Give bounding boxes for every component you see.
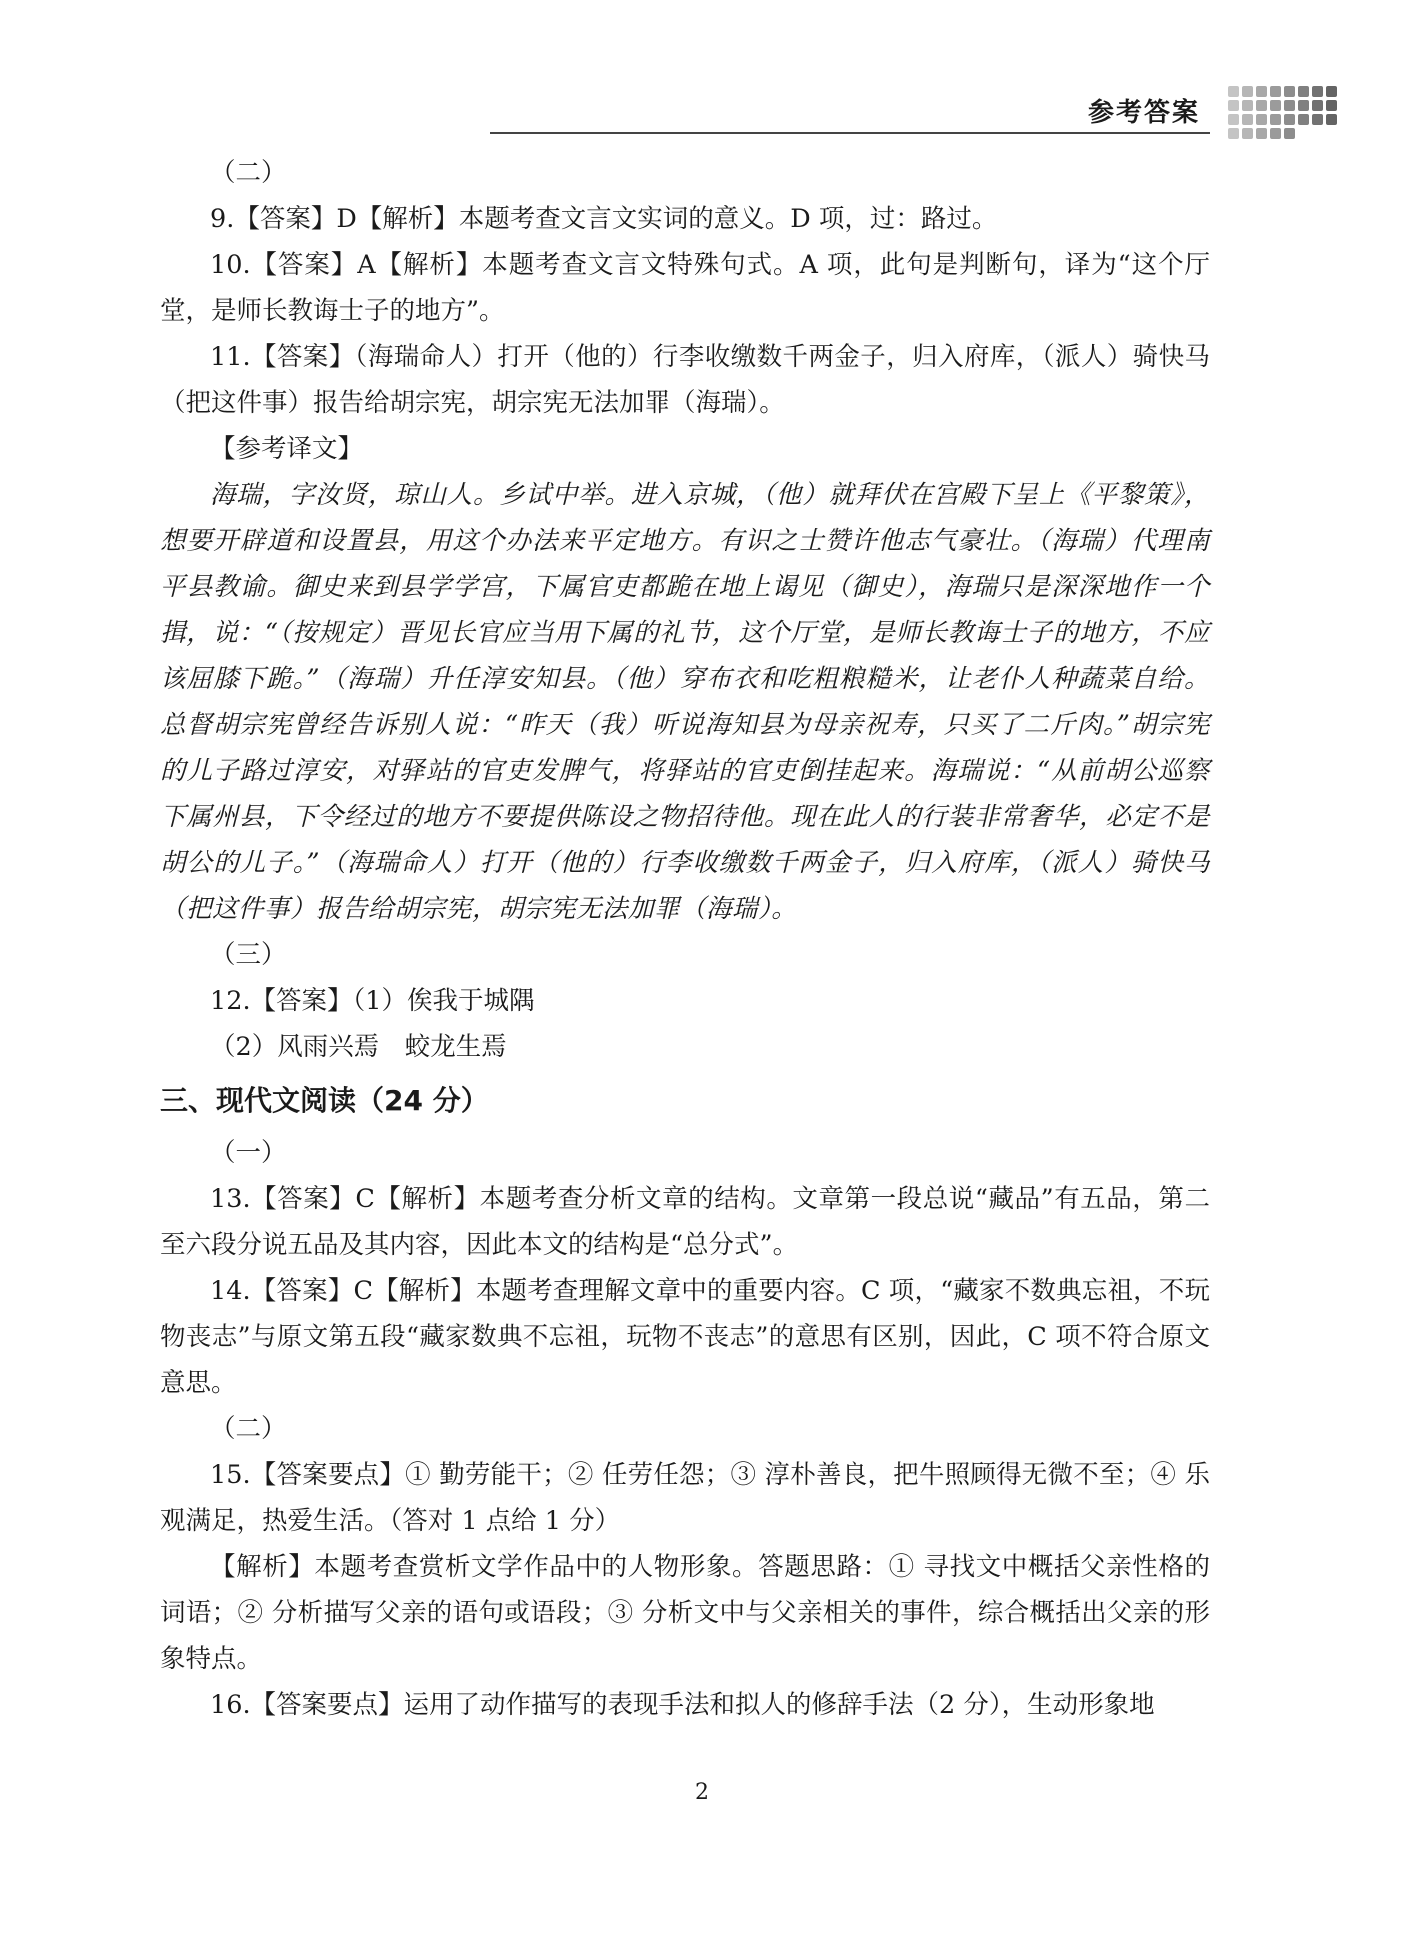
header-dot bbox=[1284, 86, 1295, 97]
header-dot bbox=[1270, 86, 1281, 97]
header-dot bbox=[1284, 100, 1295, 111]
section-label: （一） bbox=[210, 1138, 287, 1168]
answer-paragraph: 11.【答案】（海瑞命人）打开（他的）行李收缴数千两金子，归入府库，（派人）骑快马（把这件事）报告给胡宗宪，胡宗宪无法加罪（海瑞）。 bbox=[160, 342, 1210, 418]
header-dot bbox=[1298, 114, 1309, 125]
header-dot bbox=[1312, 86, 1323, 97]
section-label: 【参考译文】 bbox=[210, 434, 364, 464]
answer-paragraph: 10.【答案】A【解析】本题考查文言文特殊句式。A 项，此句是判断句，译为“这个厅堂，是师长教诲士子的地方”。 bbox=[160, 250, 1210, 326]
header-dot bbox=[1326, 86, 1337, 97]
page-number: 2 bbox=[695, 1780, 709, 1805]
section-label: （三） bbox=[210, 940, 287, 970]
header-dot bbox=[1326, 100, 1337, 111]
header-dot bbox=[1326, 114, 1337, 125]
header-dot bbox=[1228, 114, 1239, 125]
section-label: （2）风雨兴焉 蛟龙生焉 bbox=[210, 1032, 507, 1062]
answer-content bbox=[160, 150, 1210, 1728]
answer-paragraph: 9.【答案】D【解析】本题考查文言文实词的意义。D 项，过：路过。 bbox=[210, 204, 998, 234]
header-dot bbox=[1298, 100, 1309, 111]
answer-paragraph: 13.【答案】C【解析】本题考查分析文章的结构。文章第一段总说“藏品”有五品，第二至六段分说五品及其内容，因此本文的结构是“总分式”。 bbox=[160, 1184, 1210, 1260]
header-dot bbox=[1228, 100, 1239, 111]
header-dot bbox=[1284, 114, 1295, 125]
header-dot bbox=[1312, 100, 1323, 111]
header-dot bbox=[1242, 100, 1253, 111]
header-dots-decoration bbox=[1228, 86, 1348, 142]
header-rule bbox=[490, 132, 1210, 134]
header-dot bbox=[1256, 128, 1267, 139]
answer-paragraph: 14.【答案】C【解析】本题考查理解文章中的重要内容。C 项，“藏家不数典忘祖，不玩物丧志”与原文第五段“藏家数典不忘祖，玩物不丧志”的意思有区别，因此，C 项不符合原文意思。 bbox=[160, 1276, 1210, 1398]
translation-paragraph: 海瑞，字汝贤，琼山人。乡试中举。进入京城，（他）就拜伏在宫殿下呈上《平黎策》，想要开辟道和设置县，用这个办法来平定地方。有识之士赞许他志气豪壮。（海瑞）代理南平县教谕。御史来到县学学宫，下属官吏都跪在地上谒见（御史），海瑞只是深深地作一个揖，说：“（按规定）晋见长官应当用下属的礼节，这个厅堂，是师长教诲士子的地方，不应该屈膝下跪。”（海瑞）升任淳安知县。（他）穿布衣和吃粗粮糙米，让老仆人种蔬菜自给。总督胡宗宪曾经告诉别人说：“昨天（我）听说海知县为母亲祝寿，只买了二斤肉。”胡宗宪的儿子路过淳安，对驿站的官吏发脾气，将驿站的官吏倒挂起来。海瑞说：“从前胡公巡察下属州县，下令经过的地方不要提供陈设之物招待他。现在此人的行装非常奢华，必定不是胡公的儿子。”（海瑞命人）打开（他的）行李收缴数千两金子，归入府库，（派人）骑快马（把这件事）报告给胡宗宪，胡宗宪无法加罪（海瑞）。 bbox=[160, 480, 1210, 924]
header-dot bbox=[1270, 128, 1281, 139]
header-dot bbox=[1256, 100, 1267, 111]
section-label: （二） bbox=[210, 158, 287, 188]
header-dot bbox=[1270, 100, 1281, 111]
answer-paragraph: 【解析】本题考查赏析文学作品中的人物形象。答题思路：① 寻找文中概括父亲性格的词语；② 分析描写父亲的语句或语段；③ 分析文中与父亲相关的事件，综合概括出父亲的形象特点。 bbox=[160, 1552, 1210, 1674]
header-dot bbox=[1242, 86, 1253, 97]
header-dot bbox=[1256, 114, 1267, 125]
header-dot bbox=[1256, 86, 1267, 97]
section-title: 三、现代文阅读（24 分） bbox=[160, 1084, 489, 1117]
answer-paragraph: 12.【答案】（1）俟我于城隅 bbox=[210, 986, 535, 1016]
header-dot bbox=[1270, 114, 1281, 125]
answer-paragraph: 16.【答案要点】运用了动作描写的表现手法和拟人的修辞手法（2 分），生动形象地 bbox=[210, 1690, 1155, 1720]
header-dot bbox=[1242, 114, 1253, 125]
header-dot bbox=[1228, 86, 1239, 97]
header-dot bbox=[1228, 128, 1239, 139]
section-label: （二） bbox=[210, 1414, 287, 1444]
header-dot bbox=[1298, 86, 1309, 97]
answer-paragraph: 15.【答案要点】① 勤劳能干；② 任劳任怨；③ 淳朴善良，把牛照顾得无微不至；④ 乐观满足，热爱生活。（答对 1 点给 1 分） bbox=[160, 1460, 1210, 1536]
header-title: 参考答案 bbox=[1088, 98, 1201, 128]
header-dot bbox=[1284, 128, 1295, 139]
header-dot bbox=[1312, 114, 1323, 125]
header-dot bbox=[1242, 128, 1253, 139]
